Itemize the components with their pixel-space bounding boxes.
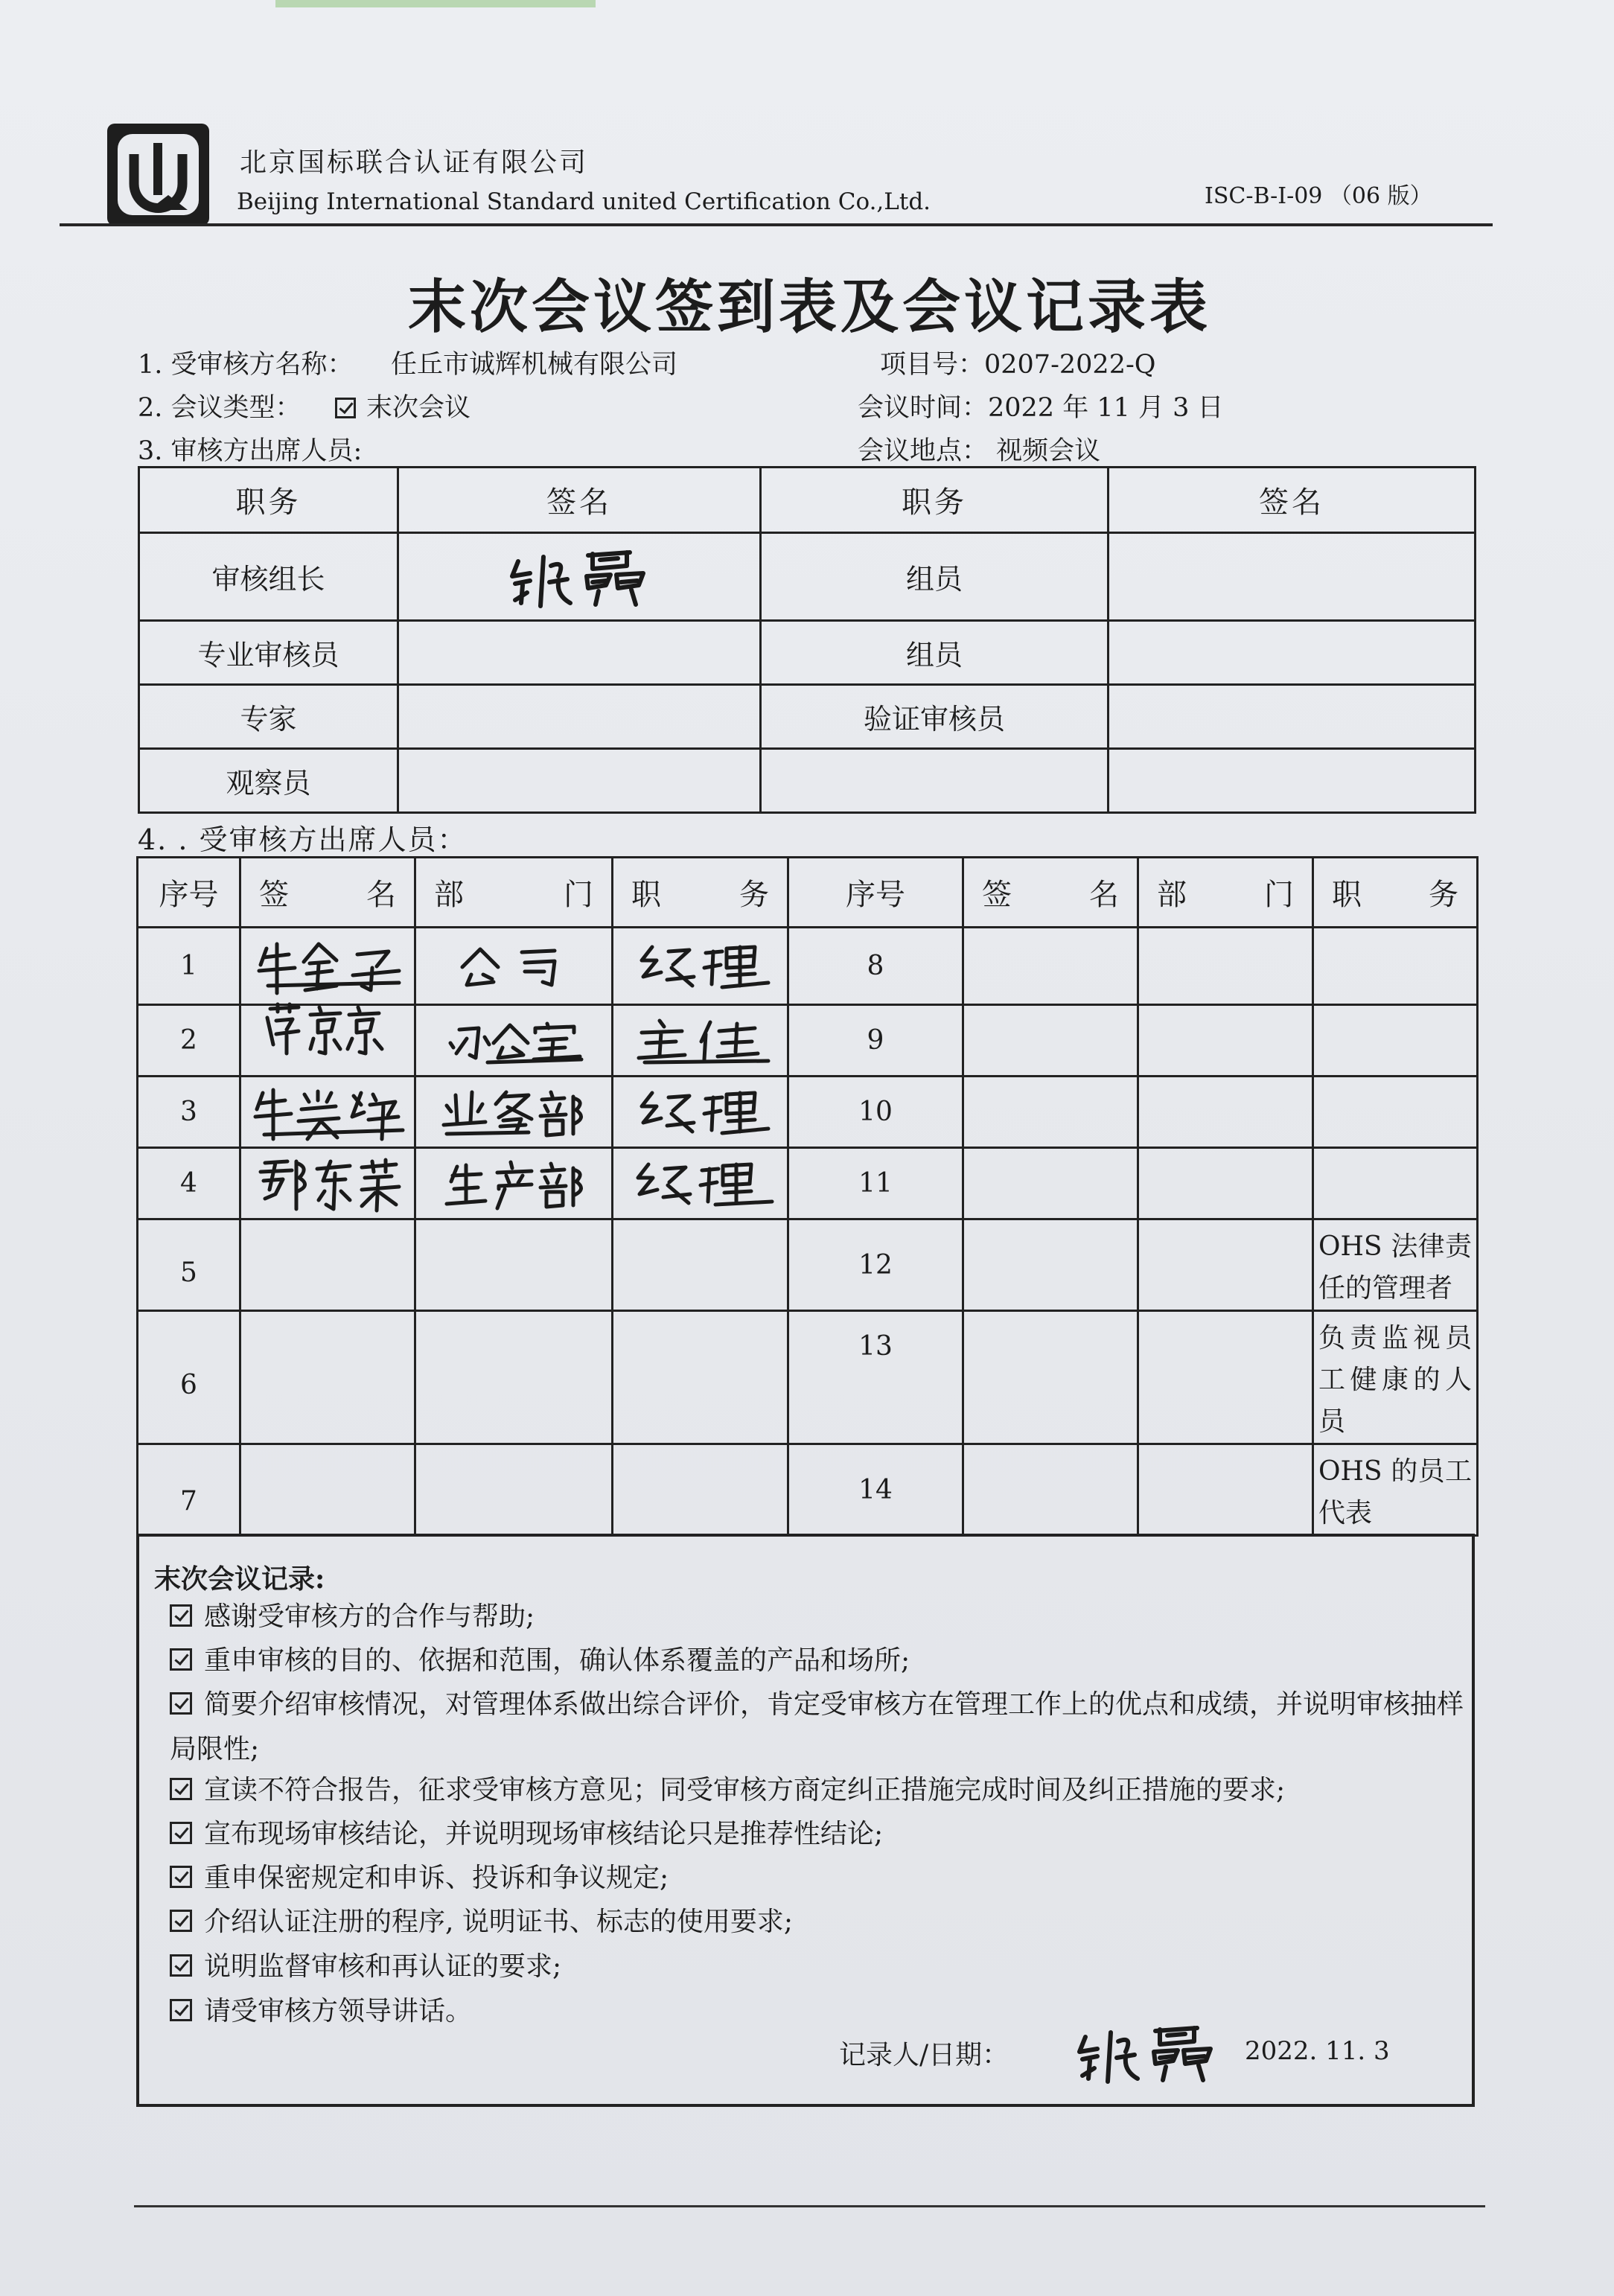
header-title bbox=[1313, 858, 1478, 928]
auditee-label: 1. 受审核方名称： bbox=[138, 350, 354, 380]
header-char: 门 bbox=[564, 878, 593, 912]
signature-cell bbox=[963, 1311, 1138, 1444]
auditor-attendees-label: 3. 审核方出席人员: bbox=[138, 436, 363, 466]
handwritten-signature bbox=[505, 543, 654, 610]
header-char: 签 bbox=[259, 878, 289, 912]
table-row bbox=[138, 1311, 1478, 1444]
seq-cell: 7 bbox=[138, 1444, 240, 1536]
record-item-text: 宣读不符合报告，征求受审核方意见；同受审核方商定纠正措施完成时间及纠正措施的要求; bbox=[204, 1775, 1286, 1805]
checkbox-checked-icon bbox=[170, 1692, 192, 1715]
auditor-attendance-table bbox=[138, 466, 1476, 814]
header-department bbox=[1138, 858, 1313, 928]
signature-cell bbox=[963, 928, 1138, 1005]
company-name-en: Beijing International Standard united Certification Co.,Ltd. bbox=[237, 188, 931, 215]
meeting-type-value bbox=[335, 387, 471, 424]
header-signature: 签名 bbox=[398, 468, 761, 533]
seq-cell: 8 bbox=[788, 928, 963, 1005]
handwritten-title bbox=[630, 938, 771, 995]
table-header-row bbox=[138, 858, 1478, 928]
checkbox-checked-icon bbox=[170, 1604, 192, 1627]
auditee-attendance-table bbox=[136, 856, 1479, 1537]
auditee-attendees-label: 4. . 受审核方出席人员： bbox=[138, 823, 468, 856]
role-cell: 专业审核员 bbox=[139, 621, 398, 685]
table-row bbox=[138, 1005, 1478, 1077]
record-item bbox=[170, 1812, 1465, 1857]
note-text: 负责监视员工健康的人员 bbox=[1318, 1323, 1472, 1437]
seq-cell: 10 bbox=[788, 1077, 963, 1148]
handwritten-title bbox=[626, 1155, 775, 1212]
signature-cell bbox=[963, 1148, 1138, 1219]
table-row bbox=[139, 533, 1476, 621]
signature-cell bbox=[240, 1219, 415, 1311]
header-char: 门 bbox=[1264, 878, 1294, 912]
seq-cell: 13 bbox=[788, 1311, 963, 1444]
signature-cell bbox=[1109, 621, 1476, 685]
checkbox-checked-icon bbox=[170, 1910, 192, 1932]
signature-cell bbox=[398, 621, 761, 685]
role-cell: 验证审核员 bbox=[761, 685, 1109, 749]
title-cell bbox=[1313, 928, 1478, 1005]
record-item bbox=[170, 1900, 1465, 1945]
seq-cell: 2 bbox=[138, 1005, 240, 1077]
role-cell: 审核组长 bbox=[139, 533, 398, 621]
role-cell: 观察员 bbox=[139, 749, 398, 813]
header-char: 部 bbox=[434, 878, 464, 912]
role-cell: 组员 bbox=[761, 621, 1109, 685]
table-row bbox=[138, 1444, 1478, 1536]
header-seq: 序号 bbox=[788, 858, 963, 928]
table-row bbox=[139, 749, 1476, 813]
department-cell bbox=[1138, 1444, 1313, 1536]
table-row bbox=[138, 1148, 1478, 1219]
checkbox-checked-icon bbox=[170, 1954, 192, 1977]
header-seq: 序号 bbox=[138, 858, 240, 928]
record-item bbox=[170, 1595, 1465, 1639]
record-item-text: 说明监督审核和再认证的要求; bbox=[204, 1951, 562, 1982]
isc-logo-icon bbox=[104, 121, 212, 229]
meeting-time: 会议时间：2022 年 11 月 3 日 bbox=[858, 393, 1224, 423]
title-cell bbox=[613, 1219, 788, 1311]
title-cell bbox=[613, 1311, 788, 1444]
header-char: 职 bbox=[631, 878, 661, 912]
header-char: 职 bbox=[1332, 878, 1362, 912]
handwritten-signature bbox=[253, 937, 402, 996]
handwritten-title bbox=[630, 1084, 771, 1141]
signature-cell bbox=[963, 1077, 1138, 1148]
header-role: 职务 bbox=[139, 468, 398, 533]
title-cell bbox=[613, 1444, 788, 1536]
record-item bbox=[170, 1768, 1465, 1813]
record-item-text: 宣布现场审核结论，并说明现场审核结论只是推荐性结论; bbox=[204, 1819, 884, 1849]
record-item bbox=[170, 1639, 1465, 1683]
header-signature bbox=[963, 858, 1138, 928]
project-number: 项目号：0207-2022-Q bbox=[880, 350, 1156, 380]
seq-cell: 5 bbox=[138, 1219, 240, 1311]
title-cell bbox=[1313, 1077, 1478, 1148]
header-department-text bbox=[1139, 871, 1312, 913]
handwritten-signature bbox=[249, 1082, 406, 1142]
seq-cell: 6 bbox=[138, 1311, 240, 1444]
checkbox-checked-icon bbox=[170, 1778, 192, 1800]
handwritten-department bbox=[450, 940, 577, 992]
footer-rule bbox=[134, 2205, 1485, 2207]
table-row bbox=[138, 928, 1478, 1005]
signature-cell bbox=[963, 1219, 1138, 1311]
seq-cell: 9 bbox=[788, 1005, 963, 1077]
seq-cell: 12 bbox=[788, 1219, 963, 1311]
signature-cell bbox=[240, 1148, 415, 1219]
header-title-text bbox=[613, 871, 787, 913]
seq-cell: 11 bbox=[788, 1148, 963, 1219]
department-cell bbox=[415, 1077, 613, 1148]
signature-cell bbox=[1109, 685, 1476, 749]
header-signature-text bbox=[964, 871, 1137, 913]
header-signature bbox=[240, 858, 415, 928]
company-name-cn: 北京国标联合认证有限公司 bbox=[240, 147, 589, 178]
record-title: 末次会议记录: bbox=[154, 1563, 325, 1595]
record-item-text: 简要介绍审核情况，对管理体系做出综合评价，肯定受审核方在管理工作上的优点和成绩，并说明审核抽样局限性; bbox=[170, 1689, 1464, 1764]
recorder-label: 记录人/日期： bbox=[839, 2040, 1009, 2070]
signature-cell bbox=[398, 749, 761, 813]
note-cell bbox=[1313, 1219, 1478, 1311]
recorder-date: 2022. 11. 3 bbox=[1245, 2036, 1390, 2066]
header-char: 名 bbox=[366, 878, 396, 912]
handwritten-title bbox=[630, 1015, 771, 1067]
header-char: 务 bbox=[1429, 878, 1458, 912]
signature-cell bbox=[1109, 749, 1476, 813]
title-cell bbox=[1313, 1148, 1478, 1219]
header-department-text bbox=[416, 871, 611, 913]
form-code: ISC-B-I-09 （06 版） bbox=[1205, 183, 1432, 209]
record-item bbox=[170, 1989, 1465, 2034]
header-department bbox=[415, 858, 613, 928]
signature-cell bbox=[240, 1077, 415, 1148]
title-cell bbox=[613, 1005, 788, 1077]
role-cell: 专家 bbox=[139, 685, 398, 749]
department-cell bbox=[415, 1005, 613, 1077]
header-title-text bbox=[1314, 871, 1476, 913]
department-cell bbox=[1138, 1005, 1313, 1077]
table-row bbox=[139, 685, 1476, 749]
seq-cell: 1 bbox=[138, 928, 240, 1005]
handwritten-department bbox=[439, 1085, 588, 1140]
checkbox-checked-icon bbox=[170, 1648, 192, 1671]
handwritten-department bbox=[443, 1015, 584, 1067]
role-cell: 组员 bbox=[761, 533, 1109, 621]
seq-cell: 3 bbox=[138, 1077, 240, 1148]
signature-cell bbox=[240, 1311, 415, 1444]
title-cell bbox=[613, 1148, 788, 1219]
header-char: 部 bbox=[1157, 878, 1187, 912]
department-cell bbox=[1138, 1219, 1313, 1311]
department-cell bbox=[415, 1311, 613, 1444]
note-text: OHS 法律责任的管理者 bbox=[1318, 1231, 1472, 1304]
checkbox-checked-icon bbox=[170, 1866, 192, 1888]
title-cell bbox=[613, 928, 788, 1005]
department-cell bbox=[1138, 928, 1313, 1005]
header-char: 名 bbox=[1089, 878, 1119, 912]
department-cell bbox=[415, 1219, 613, 1311]
checkbox-checked-icon bbox=[170, 1822, 192, 1844]
document-title: 末次会议签到表及会议记录表 bbox=[408, 273, 1212, 341]
header-signature-text bbox=[241, 871, 414, 913]
note-cell bbox=[1313, 1444, 1478, 1536]
checkbox-checked-icon bbox=[335, 398, 356, 418]
record-item bbox=[170, 1856, 1465, 1901]
title-cell bbox=[1313, 1005, 1478, 1077]
record-item-text: 请受审核方领导讲话。 bbox=[204, 1996, 473, 2026]
signature-cell bbox=[240, 1444, 415, 1536]
table-row bbox=[139, 621, 1476, 685]
signature-cell bbox=[963, 1005, 1138, 1077]
department-cell bbox=[1138, 1077, 1313, 1148]
record-item bbox=[170, 1683, 1465, 1772]
header-role: 职务 bbox=[761, 468, 1109, 533]
department-cell bbox=[415, 1148, 613, 1219]
header-rule bbox=[60, 223, 1493, 226]
title-cell bbox=[613, 1077, 788, 1148]
note-text: OHS 的员工代表 bbox=[1318, 1456, 1472, 1528]
signature-cell bbox=[398, 533, 761, 621]
record-item-text: 感谢受审核方的合作与帮助; bbox=[204, 1601, 535, 1632]
handwritten-signature bbox=[253, 1154, 402, 1214]
table-row bbox=[138, 1219, 1478, 1311]
seq-cell: 4 bbox=[138, 1148, 240, 1219]
seq-cell: 14 bbox=[788, 1444, 963, 1536]
record-item bbox=[170, 1945, 1465, 1989]
role-cell bbox=[761, 749, 1109, 813]
signature-cell bbox=[240, 1005, 415, 1077]
department-cell bbox=[1138, 1148, 1313, 1219]
header-signature: 签名 bbox=[1109, 468, 1476, 533]
header-char: 务 bbox=[739, 878, 769, 912]
department-cell bbox=[1138, 1311, 1313, 1444]
checkbox-checked-icon bbox=[170, 1999, 192, 2021]
department-cell bbox=[415, 1444, 613, 1536]
signature-cell bbox=[240, 928, 415, 1005]
signature-cell bbox=[398, 685, 761, 749]
recorder-signature bbox=[1072, 2019, 1221, 2086]
table-row bbox=[138, 1077, 1478, 1148]
record-item-text: 重申审核的目的、依据和范围，确认体系覆盖的产品和场所; bbox=[204, 1645, 910, 1676]
handwritten-signature bbox=[257, 1000, 398, 1059]
record-item-text: 重申保密规定和申诉、投诉和争议规定; bbox=[204, 1863, 669, 1893]
handwritten-department bbox=[439, 1156, 588, 1211]
department-cell bbox=[415, 928, 613, 1005]
meeting-place: 会议地点： 视频会议 bbox=[858, 436, 1101, 466]
auditee-value: 任丘市诚辉机械有限公司 bbox=[391, 350, 678, 380]
signature-cell bbox=[1109, 533, 1476, 621]
header-char: 签 bbox=[982, 878, 1012, 912]
meeting-type-text: 末次会议 bbox=[366, 393, 471, 423]
background-strip bbox=[275, 0, 596, 7]
signature-cell bbox=[963, 1444, 1138, 1536]
header-title bbox=[613, 858, 788, 928]
record-item-text: 介绍认证注册的程序, 说明证书、标志的使用要求; bbox=[204, 1907, 794, 1937]
table-header-row bbox=[139, 468, 1476, 533]
note-cell bbox=[1313, 1311, 1478, 1444]
meeting-type-label: 2. 会议类型： bbox=[138, 393, 302, 423]
